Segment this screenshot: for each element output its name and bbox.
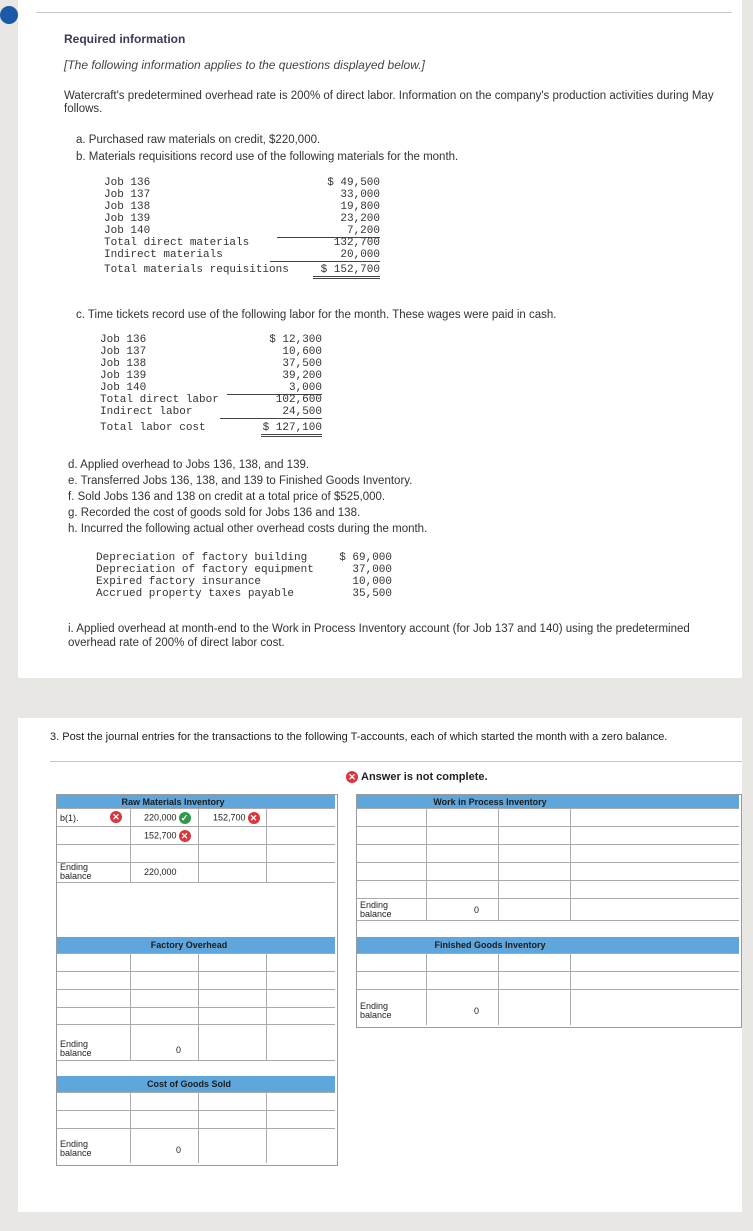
label: Job 140 [100,382,147,394]
grid-line [357,826,739,827]
raw-materials-ending-balance[interactable]: 220,000 [144,867,177,877]
label: Job 137 [100,346,147,358]
grid-line [357,844,739,845]
item-f: f. Sold Jobs 136 and 138 on credit at a total price of $525,000. [68,491,386,503]
grid-line [266,953,267,1060]
grid-line [357,953,739,954]
finished-goods-title: Finished Goods Inventory [434,940,546,950]
answer-status-text: Answer is not complete. [361,771,488,783]
grid-line [357,920,739,921]
value: $ 127,100 [261,422,322,437]
error-icon: ✕ [179,830,191,842]
label: Job 139 [100,370,147,382]
value: 24,500 [220,406,322,419]
question-text: 3. Post the journal entries for the transactions to the following T-accounts, each of which started the month with a zero balance. [50,731,668,743]
answer-status [346,771,488,783]
required-info-heading: Required information [64,32,186,46]
label: Job 139 [104,213,151,225]
grid-line [130,1092,131,1163]
value[interactable]: 152,700 [144,830,177,841]
ending-balance-label: Ending balance [60,1039,92,1058]
grid-line [426,953,427,1025]
grid-line [57,1128,335,1129]
grid-line [357,989,739,990]
label: Job 138 [104,201,151,213]
value: 37,000 [352,564,392,576]
raw-materials-title: Raw Materials Inventory [121,797,225,807]
value: 19,800 [340,201,380,213]
labor-table [100,334,322,433]
item-d: d. Applied overhead to Jobs 136, 138, and 139. [68,459,310,471]
grid-line [57,1024,335,1025]
info-badge-icon [0,6,18,24]
value: 20,000 [270,249,380,262]
problem-paragraph: Watercraft's predetermined overhead rate is 200% of direct labor. Information on the company's production activities during May follows. [64,90,714,115]
item-h: h. Incurred the following actual other overhead costs during the month. [68,523,428,535]
item-e: e. Transferred Jobs 136, 138, and 139 to Finished Goods Inventory. [68,475,413,487]
grid-line [357,808,739,809]
label: Job 138 [100,358,147,370]
grid-line [198,1092,199,1163]
label: Job 140 [104,225,151,237]
grid-line [57,808,335,809]
grid-line [266,808,267,882]
item-c: c. Time tickets record use of the following labor for the month. These wages were paid in cash. [76,309,557,321]
item-a: a. Purchased raw materials on credit, $220,000. [76,134,321,146]
value: $ 12,300 [269,334,322,346]
value: 102,600 [275,394,322,406]
value[interactable]: 152,700 [213,812,246,823]
raw-materials-debit-2[interactable] [144,830,194,842]
label: Indirect materials [104,249,223,261]
grid-line [57,826,335,827]
grid-line [57,882,335,883]
grid-line [266,1092,267,1163]
label: Depreciation of factory building [96,552,308,564]
divider [50,761,742,762]
value: 33,000 [340,189,380,201]
divider [36,12,732,13]
ending-balance-label: Ending balance [60,862,92,881]
grid-line [57,953,335,954]
label: Total labor cost [100,422,206,434]
error-icon: ✕ [346,771,358,783]
value[interactable]: 220,000 [144,812,177,823]
grid-line [498,808,499,920]
overhead-costs-table [96,552,392,600]
value: 37,500 [282,358,322,370]
grid-line [57,1092,335,1093]
right-taccount-panel [356,794,742,1028]
ending-balance-label: Ending balance [360,1001,392,1020]
grid-line [57,844,335,845]
finished-goods-ending-balance[interactable]: 0 [474,1006,480,1016]
grid-line [198,808,199,882]
value: $ 152,700 [313,264,380,279]
factory-overhead-title: Factory Overhead [150,940,228,950]
label: Job 136 [100,334,147,346]
item-i: i. Applied overhead at month-end to the Work in Process Inventory account (for Job 137 and 140) using the predetermined overhead rate of 200% of direct labor cost. [68,623,690,649]
cogs-title: Cost of Goods Sold [147,1079,231,1089]
label: Depreciation of factory equipment [96,564,314,576]
value: 132,700 [333,237,380,249]
value: 3,000 [227,382,322,395]
value: 7,200 [277,225,380,238]
ending-balance-label: Ending balance [360,900,392,919]
label: Job 137 [104,189,151,201]
label: Job 136 [104,177,151,189]
label: Total materials requisitions [104,264,289,276]
ending-balance-label: Ending balance [60,1139,92,1158]
check-icon: ✓ [179,812,191,824]
materials-table [104,177,380,276]
item-g: g. Recorded the cost of goods sold for Jobs 136 and 138. [68,507,361,519]
grid-line [426,808,427,920]
grid-line [198,953,199,1060]
grid-line [357,898,739,899]
grid-line [57,1110,335,1111]
value: 10,000 [352,576,392,588]
grid-line [57,989,335,990]
grid-line [570,808,571,920]
value: 23,200 [340,213,380,225]
grid-line [570,953,571,1025]
row-label-b1: b(1). [60,813,79,823]
intro-note: [The following information applies to the questions displayed below.] [64,58,425,72]
grid-line [357,862,739,863]
value: 35,500 [352,588,392,600]
value: $ 49,500 [327,177,380,189]
cogs-ending-balance[interactable]: 0 [176,1145,182,1155]
grid-line [57,1060,335,1061]
error-icon: ✕ [110,811,122,823]
grid-line [498,953,499,1025]
factory-overhead-ending-balance[interactable]: 0 [176,1045,182,1055]
item-b: b. Materials requisitions record use of the following materials for the month. [76,151,459,163]
raw-materials-debit-1[interactable] [144,812,191,824]
value: 10,600 [282,346,322,358]
label: Total direct labor [100,394,219,406]
label: Indirect labor [100,406,193,418]
wip-ending-balance[interactable]: 0 [474,905,480,915]
grid-line [130,808,131,882]
label: Total direct materials [104,237,250,249]
label: Accrued property taxes payable [96,588,295,600]
value: $ 69,000 [339,552,392,564]
grid-line [357,971,739,972]
raw-materials-credit-1[interactable] [213,812,263,824]
value: 39,200 [282,370,322,382]
grid-line [57,971,335,972]
wip-title: Work in Process Inventory [433,797,547,807]
grid-line [130,953,131,1060]
grid-line [357,880,739,881]
error-icon: ✕ [248,812,260,824]
grid-line [57,1007,335,1008]
label: Expired factory insurance [96,576,262,588]
